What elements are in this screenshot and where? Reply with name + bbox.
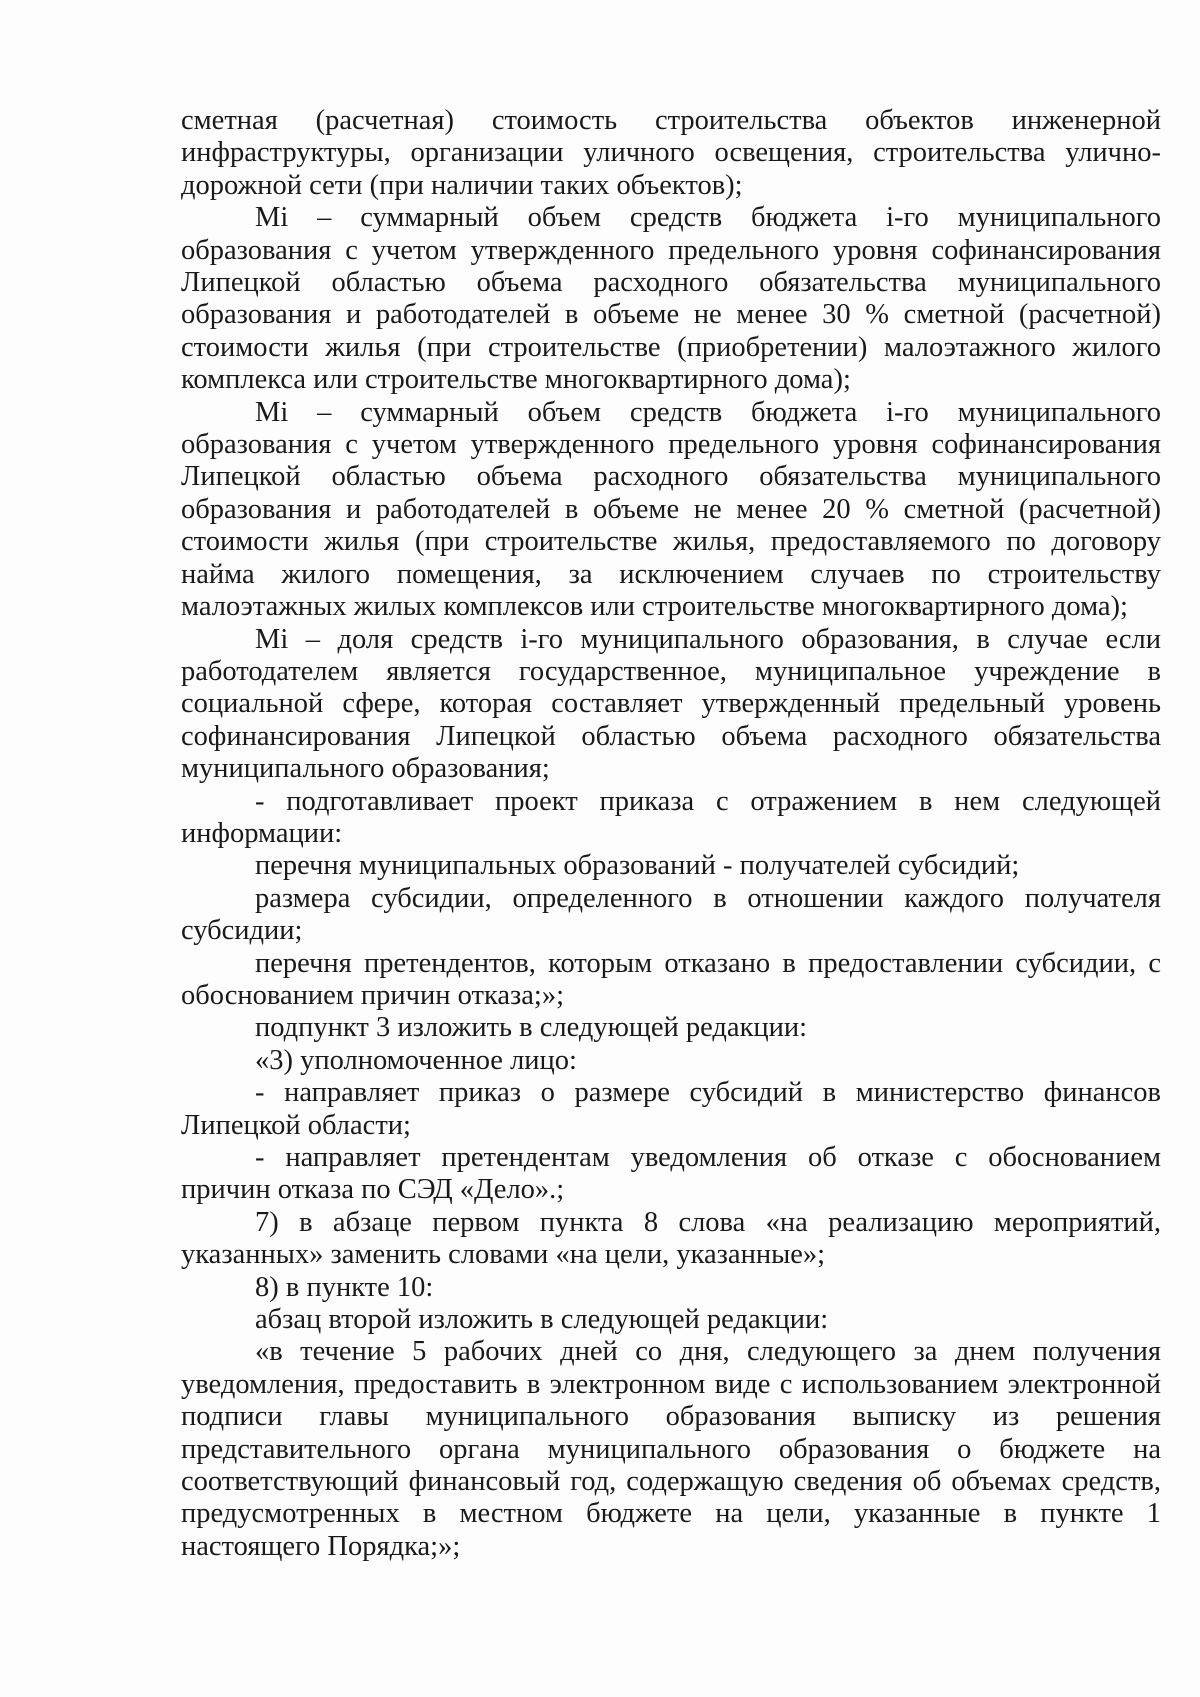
paragraph-mi-share: Mi – доля средств i-го муниципального образования, в случае если работодателем является государственное, муниципальное учреждение в социальной сфере, которая составляет утвержденный предельный уровень софинансирования Липецкой областью объема расходного обязательства муниципального образования; [181, 623, 1161, 785]
paragraph-item-7: 7) в абзаце первом пункта 8 слова «на реализацию мероприятий, указанных» заменить словами «на цели, указанные»; [181, 1206, 1161, 1271]
paragraph-authorized-person: «3) уполномоченное лицо: [255, 1044, 577, 1076]
paragraph-second-abzac: абзац второй изложить в следующей редакции: [255, 1304, 829, 1336]
paragraph-refused-applicants: перечня претендентов, которым отказано в предоставлении субсидии, с обоснованием причин отказа;»; [181, 947, 1161, 1011]
paragraph-subsidy-size: размера субсидии, определенного в отношении каждого получателя субсидии; [181, 882, 1161, 947]
paragraph-list-municipalities: перечня муниципальных образований - получателей субсидий; [255, 850, 1020, 882]
paragraph-mi-30-percent: Mi – суммарный объем средств бюджета i-го муниципального образования с учетом утвержденного предельного уровня софинансирования Липецкой областью объема расходного обязательства муниципального образования и работодателей в объеме не менее 30 % сметной (расчетной) стоимости жилья (при строительстве (приобретении) малоэтажного жилого комплекса или строительстве многоквартирного дома); [181, 202, 1161, 396]
paragraph-prepare-order: - подготавливает проект приказа с отражением в нем следующей информации: [181, 785, 1161, 849]
paragraph-send-notices: - направляет претендентам уведомления об отказе с обоснованием причин отказа по СЭД «Дело».; [181, 1142, 1161, 1206]
paragraph-five-working-days: «в течение 5 рабочих дней со дня, следующего за днем получения уведомления, предоставить в электронном виде с использованием электронной подписи главы муниципального образования выписку из решения представительного органа муниципального образования о бюджете на соответствующий финансовый год, содержащую сведения об объемах средств, предусмотренных в местном бюджете на цели, указанные в пункте 1 настоящего Порядка;»; [181, 1336, 1161, 1562]
paragraph-estimated-cost: сметная (расчетная) стоимость строительства объектов инженерной инфраструктуры, организации уличного освещения, строительства улично-дорожной сети (при наличии таких объектов); [181, 105, 1161, 201]
document-body [181, 105, 1161, 1563]
paragraph-subclause-3: подпункт 3 изложить в следующей редакции: [255, 1012, 808, 1044]
paragraph-send-order: - направляет приказ о размере субсидий в министерство финансов Липецкой области; [181, 1077, 1161, 1141]
paragraph-item-8: 8) в пункте 10: [255, 1271, 434, 1303]
paragraph-mi-20-percent: Mi – суммарный объем средств бюджета i-го муниципального образования с учетом утвержденного предельного уровня софинансирования Липецкой областью объема расходного обязательства муниципального образования и работодателей в объеме не менее 20 % сметной (расчетной) стоимости жилья (при строительстве жилья, предоставляемого по договору найма жилого помещения, за исключением случаев по строительству малоэтажных жилых комплексов или строительстве многоквартирного дома); [181, 396, 1161, 623]
